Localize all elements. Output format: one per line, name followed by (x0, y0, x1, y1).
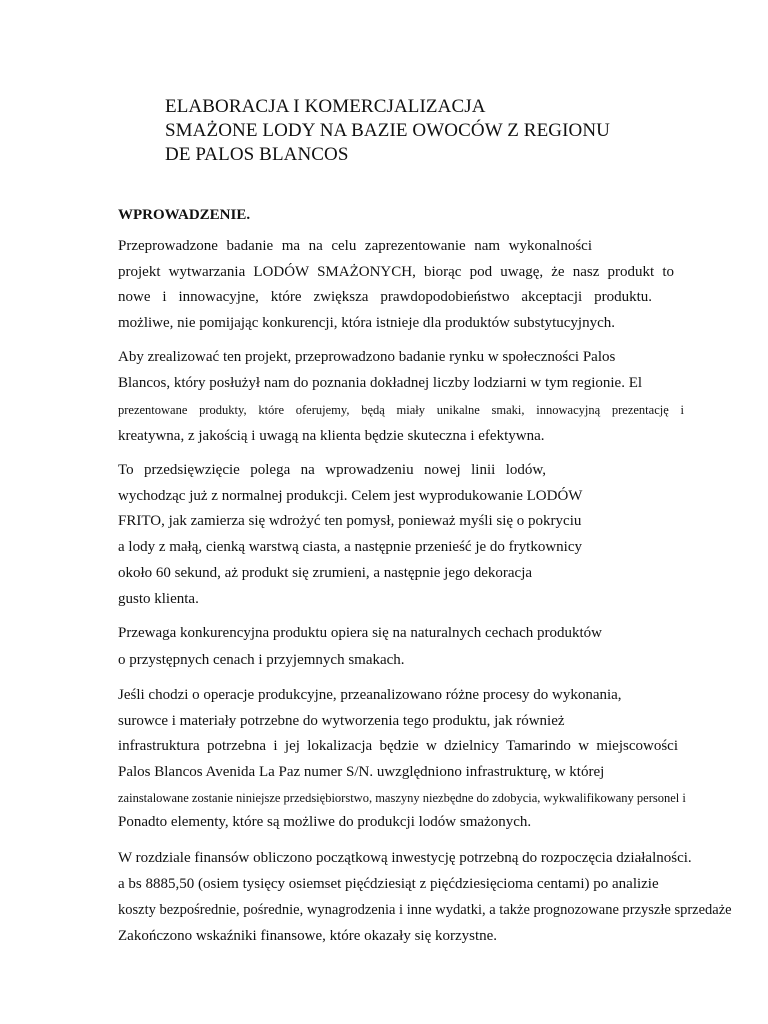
paragraph-line: nowe i innowacyjne, które zwiększa prawdopodobieństwo akceptacji produktu. (118, 289, 652, 305)
paragraph-line: Przewaga konkurencyjna produktu opiera się na naturalnych cechach produktów (118, 625, 602, 641)
document-title (165, 95, 610, 167)
paragraph-line: prezentowane produkty, które oferujemy, będą miały unikalne smaki, innowacyjną prezentację i (118, 403, 684, 417)
paragraph-line: Jeśli chodzi o operacje produkcyjne, przeanalizowano różne procesy do wykonania, (118, 687, 622, 703)
paragraph-line: o przystępnych cenach i przyjemnych smakach. (118, 652, 405, 668)
paragraph-line: wychodząc już z normalnej produkcji. Celem jest wyprodukowanie LODÓW (118, 488, 583, 504)
paragraph-line: możliwe, nie pomijając konkurencji, która istnieje dla produktów substytucyjnych. (118, 315, 615, 331)
paragraph-line: zainstalowane zostanie niniejsze przedsiębiorstwo, maszyny niezbędne do zdobycia, wykwalifikowany personel i (118, 791, 686, 805)
paragraph-line: Palos Blancos Avenida La Paz numer S/N. uwzględniono infrastrukturę, w której (118, 764, 605, 780)
title-line: SMAŻONE LODY NA BAZIE OWOCÓW Z REGIONU (165, 120, 610, 141)
paragraph-line: W rozdziale finansów obliczono początkową inwestycję potrzebną do rozpoczęcia działalności. (118, 850, 692, 866)
paragraph-line: projekt wytwarzania LODÓW SMAŻONYCH, biorąc pod uwagę, że nasz produkt to (118, 264, 674, 280)
paragraph-line: koszty bezpośrednie, pośrednie, wynagrodzenia i inne wydatki, a także prognozowane przyszłe sprzedaże (118, 902, 732, 918)
paragraph-line: infrastruktura potrzebna i jej lokalizacja będzie w dzielnicy Tamarindo w miejscowości (118, 738, 678, 754)
paragraph-line: gusto klienta. (118, 591, 199, 607)
paragraph-line: kreatywna, z jakością i uwagą na klienta będzie skuteczna i efektywna. (118, 428, 545, 444)
paragraph-line: To przedsięwzięcie polega na wprowadzeniu nowej linii lodów, (118, 462, 546, 478)
paragraph-line: surowce i materiały potrzebne do wytworzenia tego produktu, jak również (118, 713, 565, 729)
paragraph-line: a lody z małą, cienką warstwą ciasta, a następnie przenieść je do frytkownicy (118, 539, 582, 555)
section-heading: WPROWADZENIE. (118, 207, 251, 223)
paragraph-line: Przeprowadzone badanie ma na celu zaprezentowanie nam wykonalności (118, 238, 592, 254)
paragraph-line: FRITO, jak zamierza się wdrożyć ten pomysł, ponieważ myśli się o pokryciu (118, 513, 582, 529)
paragraph-line: Blancos, który posłużył nam do poznania dokładnej liczby lodziarni w tym regionie. El (118, 375, 643, 391)
paragraph-line: a bs 8885,50 (osiem tysięcy osiemset pięćdziesiąt z pięćdziesięcioma centami) po analizie (118, 876, 659, 892)
paragraph-line: Aby zrealizować ten projekt, przeprowadzono badanie rynku w społeczności Palos (118, 349, 616, 365)
paragraph-line: około 60 sekund, aż produkt się zrumieni, a następnie jego dekoracja (118, 565, 533, 581)
title-line: DE PALOS BLANCOS (165, 144, 349, 165)
paragraph-line: Zakończono wskaźniki finansowe, które okazały się korzystne. (118, 928, 498, 944)
paragraph-line: Ponadto elementy, które są możliwe do produkcji lodów smażonych. (118, 814, 532, 830)
title-line: ELABORACJA I KOMERCJALIZACJA (165, 96, 486, 117)
